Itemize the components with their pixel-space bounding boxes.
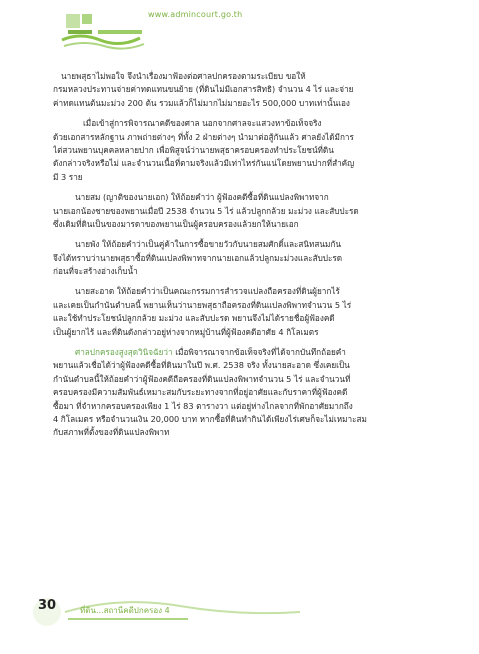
text-line: จึงได้ทราบว่านายพสุธาซื้อที่ดินแปลงพิพาทจากนายเอกแล้วปลูกมะม่วงและสับปะรด — [53, 252, 343, 263]
court-logo-icon — [60, 10, 146, 52]
text-line: พยานแล้วเชื่อได้ว่าผู้ฟ้องคดีซื้อที่ดินมาในปี พ.ศ. 2538 จริง ทั้งนายสะอาด ซึ่งเคยเป็น — [53, 360, 350, 371]
text-line: และเคยเป็นกำนันตำบลนี้ พยานเห็นว่านายพสุธาถือครองที่ดินแปลงพิพาทจำนวน 5 ไร่ — [53, 299, 352, 310]
text-line: กับสภาพที่ตั้งของที่ดินแปลงพิพาท — [53, 427, 170, 438]
text-span: เมื่อพิจารณาจากข้อเท็จจริงที่ได้จากบันทึกถ้อยคำ — [172, 347, 346, 358]
text-line: เป็นผู้ยากไร้ และที่ดินดังกล่าวอยู่ห่างจากหมู่บ้านที่ผู้ฟ้องคดีอาศัย 4 กิโลเมตร — [53, 326, 319, 337]
text-line: 4 กิโลเมตร หรือจำนวนเงิน 20,000 บาท หากซื้อที่ดินทำกินได้เพียงไร่เศษก็จะไม่เหมาะสม — [53, 413, 367, 424]
paragraph — [53, 70, 441, 110]
text-line: และใช้ทำประโยชน์ปลูกกล้วย มะม่วง และสับปะรด พยานจึงไม่ได้รายชื่อผู้ฟ้องคดี — [53, 313, 335, 324]
paragraph — [53, 346, 441, 440]
text-line: นายพสุธาไม่พอใจ จึงนำเรื่องมาฟ้องต่อศาลปกครองตามระเบียบ ขอให้ — [61, 71, 306, 81]
ruling-lead: ศาลปกครองสูงสุดวินิจฉัยว่า — [75, 347, 173, 358]
text-line: ค่าทดแทนต้นมะม่วง 200 ต้น รวมแล้วก็ไม่มากไม่มายอะไร 500,000 บาทเท่านั้นเอง — [53, 97, 350, 108]
page-header — [0, 0, 479, 60]
paragraph — [53, 238, 441, 278]
text-line: ไต่สวนพยานบุคคลหลายปาก เพื่อพิสูจน์ว่านายพสุธาครอบครองทำประโยชน์ที่ดิน — [53, 144, 334, 155]
text-line: นายสะอาด ให้ถ้อยคำว่าเป็นคณะกรรมการสำรวจแปลงถือครองที่ดินผู้ยากไร้ — [75, 286, 340, 297]
text-line: เมื่อเข้าสู่การพิจารณาคดีของศาล นอกจากศาลจะแสวงหาข้อเท็จจริง — [83, 118, 322, 129]
paragraph — [53, 191, 441, 231]
paragraph — [53, 117, 441, 184]
text-line: มี 3 ราย — [53, 171, 83, 182]
text-line: ครอบครองมีความสัมพันธ์เหมาะสมกับระยะทางจากที่อยู่อาศัยและกับราคาที่ผู้ฟ้องคดี — [53, 387, 348, 398]
text-line: นายพัง ให้ถ้อยคำว่าเป็นคู่ค้าในการซื้อขายวัวกับนายสมศักดิ์และสนิทสนมกัน — [75, 239, 341, 250]
paragraph — [53, 285, 441, 339]
article-body — [53, 70, 441, 440]
text-line — [61, 346, 441, 359]
text-line: ดังกล่าวจริงหรือไม่ และจำนวนเนื้อที่ตามจริงแล้วมีเท่าไหร่กันแน่โดยพยานปากที่สำคัญ — [53, 158, 355, 169]
page-number: 30 — [37, 598, 57, 613]
text-line: ซื้อมา ที่จำหากครอบครองเพียง 1 ไร่ 83 ตารางวา แต่อยู่ห่างไกลจากที่พักอาศัยมากถึง — [53, 400, 353, 411]
text-line: ก่อนที่จะสร้างอ่างเก็บน้ำ — [53, 266, 138, 277]
footer-ornament — [0, 592, 479, 632]
text-line: กรมหลวงประทานจ่ายค่าทดแทนขนย้าย (ที่ดินไม่มีเอกสารสิทธิ) จำนวน 4 ไร่ และจ่าย — [53, 84, 354, 95]
footer-title: ที่ดิน...สถานีคดีปกครอง 4 — [80, 606, 170, 615]
text-line: กำนันตำบลนี้ให้ถ้อยคำว่าผู้ฟ้องคดีถือครองที่ดินแปลงพิพาทจำนวน 5 ไร่ และจำนวนที่ — [53, 373, 351, 384]
page-footer — [0, 592, 479, 632]
text-line: ด้วยเอกสารหลักฐาน ภาพถ่ายต่างๆ ที่ทั้ง 2 ฝ่ายต่างๆ นำมาต่อสู้กันแล้ว ศาลยังได้มีการ — [53, 131, 354, 142]
text-line: ซึ่งเดิมที่ดินเป็นของมารดาของพยานเป็นผู้ครอบครองแล้วยกให้นายเอก — [53, 218, 299, 229]
text-line: นายเอกน้องชายของพยานเมื่อปี 2538 จำนวน 5 ไร่ แล้วปลูกกล้วย มะม่วง และสับปะรด — [53, 205, 359, 216]
text-line: นายสม (ญาติของนายเอก) ให้ถ้อยคำว่า ผู้ฟ้องคดีซื้อที่ดินแปลงพิพาทจาก — [75, 192, 329, 203]
site-url: www.admincourt.go.th — [148, 10, 243, 19]
